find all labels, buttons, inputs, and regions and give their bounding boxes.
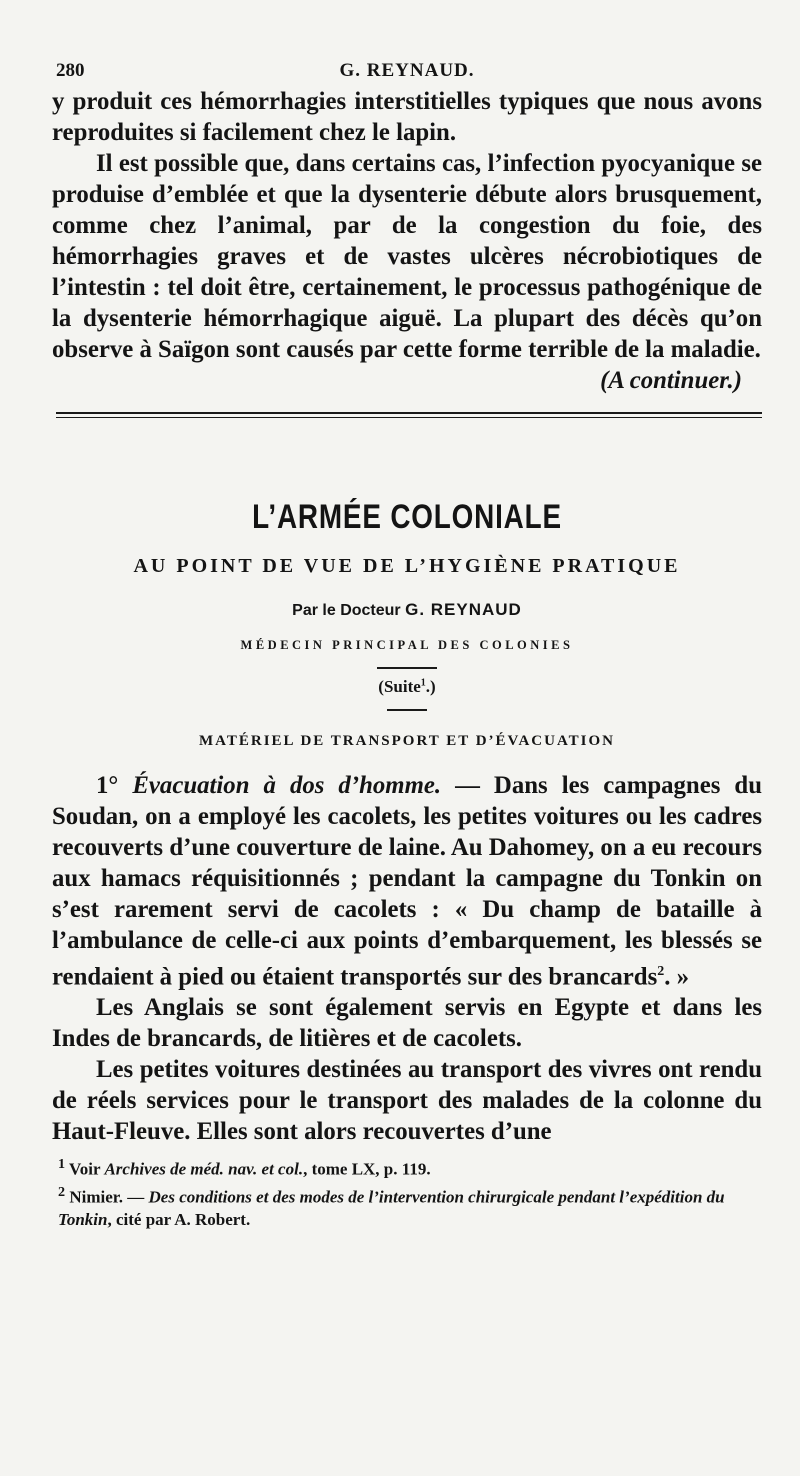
suite-label: (Suite$^1$.) <box>378 677 436 696</box>
paragraph: Il est possible que, dans certains cas, l’infection pyocyanique se produise d’emblée et que la dysenterie débute alors brusquement, comme chez l’animal, par de la congestion du foie, des hémorrhagies graves et de vastes ulcères nécrobiotiques de l’intestin : tel doit être, certainement, le processus pathogénique de la dysenterie hémorrhagique aiguë. La plupart des décès qu’on observe à Saïgon sont causés par cette forme terrible de la maladie. <box>52 150 762 363</box>
subsection-number: 1° <box>96 772 119 799</box>
section-heading: MATÉRIEL DE TRANSPORT ET D’ÉVACUATION <box>198 733 616 749</box>
article-title: L’ARMÉE COLONIALE <box>252 498 562 536</box>
article-separator-rule <box>52 412 762 418</box>
previous-article-end <box>52 86 762 396</box>
byline <box>52 600 762 620</box>
divider <box>387 709 427 711</box>
running-head <box>52 52 762 86</box>
paragraph: y produit ces hémorrhagies interstitielles typiques que nous avons reproduites si facilement chez le lapin. <box>52 88 762 146</box>
paragraph: Les petites voitures destinées au transport des vivres ont rendu de réels services pour le transport des malades de la colonne du Haut-Fleuve. Elles sont alors recouvertes d’une <box>52 1056 762 1146</box>
article-subtitle: AU POINT DE VUE DE L’HYGIÈNE PRATIQUE <box>133 555 681 577</box>
subsection-title: Évacuation à dos d’homme. <box>132 772 442 799</box>
page-number: 280 <box>56 60 85 81</box>
footnote: $^1$ Voir Archives de méd. nav. et col., tome LX, p. 119. <box>58 1156 431 1179</box>
continuation-note: (A continuer.) <box>600 367 742 394</box>
running-head-author: G. REYNAUD. <box>339 60 475 81</box>
paragraph: 1° Évacuation à dos d’homme. — Dans les campagnes du Soudan, on a employé les cacolets, les petites voitures ou les cadres recouverts d’une couverture de laine. Au Dahomey, on a eu recours aux hamacs réquisitionnés ; pendant la campagne du Tonkin on s’est rarement servi de cacolets : « Du champ de bataille à l’ambulance de celle-ci aux points d’embarquement, les blessés se rendaient à pied ou étaient transportés sur des brancards$^2$. » <box>52 772 762 991</box>
author-rank: MÉDECIN PRINCIPAL DES COLONIES <box>240 638 574 652</box>
divider <box>377 667 437 669</box>
author-name: G. REYNAUD <box>405 600 522 619</box>
footnotes <box>52 1153 762 1230</box>
footnote: $^2$ Nimier. — Des conditions et des modes de l’intervention chirurgicale pendant l’expédition du Tonkin, cité par A. Robert. <box>58 1183 725 1229</box>
footnote-ref: 2 <box>657 964 665 979</box>
byline-prefix: Par le Docteur <box>292 602 401 619</box>
footnote-ref: 1 <box>420 677 426 689</box>
section-body <box>52 770 762 1147</box>
paragraph: Les Anglais se sont également servis en Egypte et dans les Indes de brancards, de litières et de cacolets. <box>52 994 762 1053</box>
